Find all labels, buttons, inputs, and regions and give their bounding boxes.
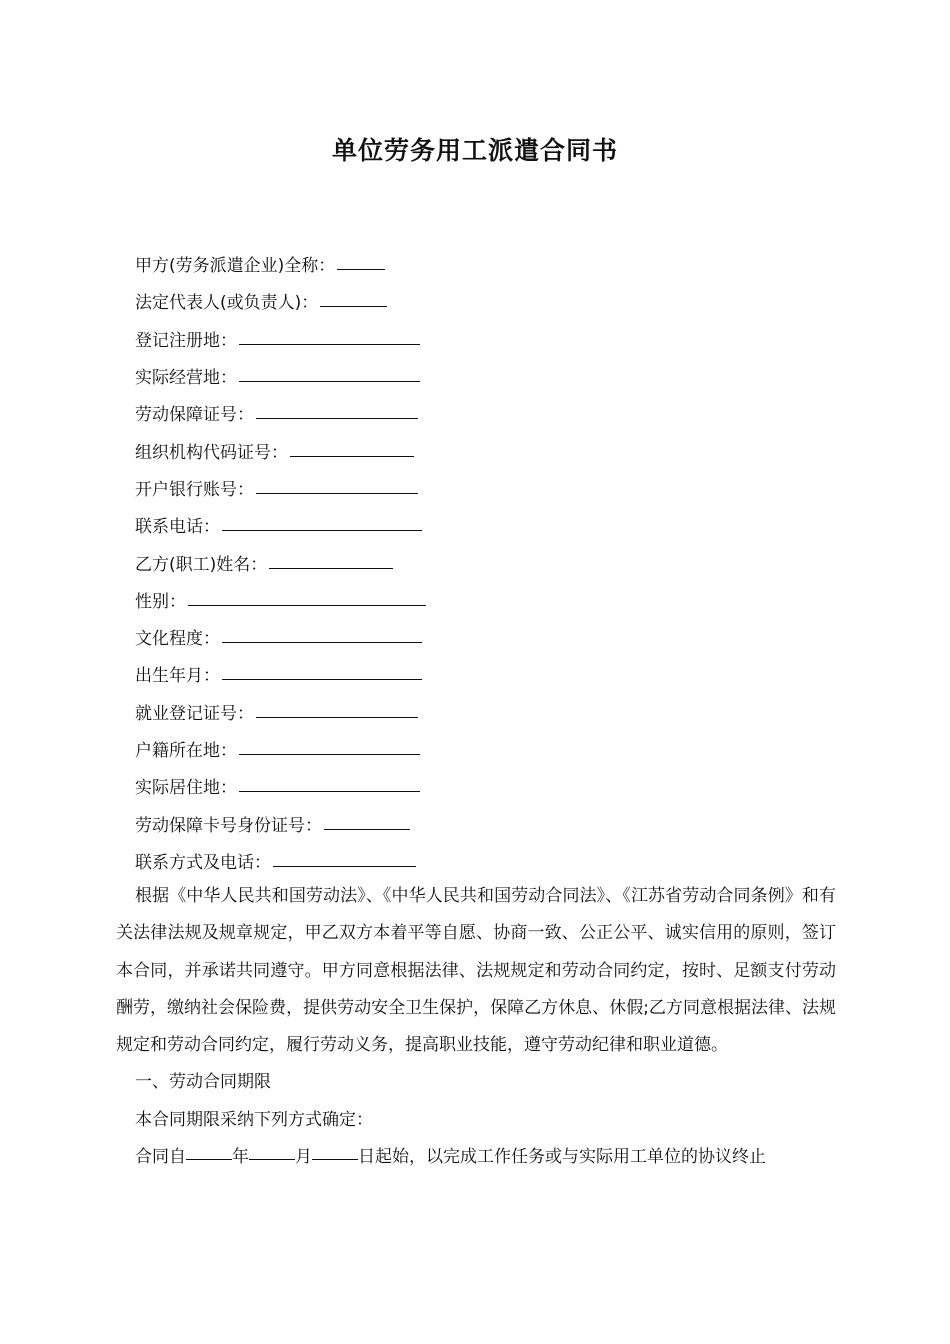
field-label: 甲方(劳务派遣企业)全称： xyxy=(135,256,336,277)
field-blank[interactable] xyxy=(269,552,393,569)
field-row xyxy=(135,543,455,580)
field-row xyxy=(135,320,455,357)
field-label: 户籍所在地： xyxy=(135,741,237,761)
field-blank[interactable] xyxy=(222,663,422,680)
year-blank[interactable] xyxy=(186,1143,232,1160)
field-label: 就业登记证号： xyxy=(135,703,254,724)
field-label: 联系方式及电话： xyxy=(135,852,271,873)
field-label: 文化程度： xyxy=(135,629,220,650)
field-blank[interactable] xyxy=(239,738,420,755)
field-label: 性别： xyxy=(135,591,186,612)
day-blank[interactable] xyxy=(312,1143,358,1160)
field-label: 开户银行账号： xyxy=(135,479,254,500)
field-row xyxy=(135,357,455,394)
month-blank[interactable] xyxy=(249,1143,295,1160)
field-label: 乙方(职工)姓名： xyxy=(135,554,268,575)
field-label: 劳动保障证号： xyxy=(135,405,254,426)
term-month-label: 月 xyxy=(295,1147,312,1168)
field-blank[interactable] xyxy=(256,701,418,718)
field-label: 劳动保障卡号身份证号： xyxy=(135,815,322,836)
contract-term-line xyxy=(116,1139,836,1176)
field-row xyxy=(135,655,455,692)
field-label: 出生年月： xyxy=(135,666,220,687)
field-label: 实际居住地： xyxy=(135,778,237,799)
field-blank[interactable] xyxy=(337,253,385,270)
field-row xyxy=(135,693,455,730)
field-blank[interactable] xyxy=(239,775,420,792)
field-label: 法定代表人(或负责人)： xyxy=(135,293,319,314)
intro-paragraph: 根据《中华人民共和国劳动法》、《中华人民共和国劳动合同法》、《江苏省劳动合同条例》和有关法律法规及规章规定，甲乙双方本着平等自愿、协商一致、公正公平、诚实信用的原则，签订本合同，并承诺共同遵守。甲方同意根据法律、法规规定和劳动合同约定，按时、足额支付劳动酬劳，缴纳社会保险费，提供劳动安全卫生保护，保障乙方休息、休假;乙方同意根据法律、法规规定和劳动合同约定，履行劳动义务，提高职业技能，遵守劳动纪律和职业道德。 xyxy=(116,886,836,1056)
section-intro: 本合同期限采纳下列方式确定： xyxy=(135,1109,373,1130)
contract-info-fields xyxy=(135,245,455,879)
field-blank[interactable] xyxy=(222,514,422,531)
field-row xyxy=(135,618,455,655)
field-row xyxy=(135,431,455,468)
field-blank[interactable] xyxy=(239,328,420,345)
field-blank[interactable] xyxy=(188,589,426,606)
term-year-label: 年 xyxy=(232,1147,249,1168)
contract-body xyxy=(116,878,836,1176)
field-row xyxy=(135,842,455,879)
field-blank[interactable] xyxy=(222,626,422,643)
term-prefix: 合同自 xyxy=(135,1147,186,1168)
field-blank[interactable] xyxy=(256,402,418,419)
field-row xyxy=(135,394,455,431)
field-row xyxy=(135,245,455,282)
field-row xyxy=(135,581,455,618)
document-title: 单位劳务用工派遣合同书 xyxy=(331,136,618,165)
field-row xyxy=(135,469,455,506)
field-blank[interactable] xyxy=(239,365,420,382)
field-label: 登记注册地： xyxy=(135,330,237,351)
field-label: 组织机构代码证号： xyxy=(135,442,288,463)
field-row xyxy=(135,804,455,841)
field-row xyxy=(135,730,455,767)
field-blank[interactable] xyxy=(256,477,418,494)
field-blank[interactable] xyxy=(320,290,387,307)
field-row xyxy=(135,506,455,543)
field-row xyxy=(135,282,455,319)
term-suffix: 日起始，以完成工作任务或与实际用工单位的协议终止 xyxy=(358,1147,766,1168)
field-row xyxy=(135,767,455,804)
field-blank[interactable] xyxy=(273,850,416,867)
field-blank[interactable] xyxy=(290,440,414,457)
field-label: 联系电话： xyxy=(135,517,220,538)
section-heading: 一、劳动合同期限 xyxy=(135,1072,271,1093)
field-label: 实际经营地： xyxy=(135,368,237,389)
field-blank[interactable] xyxy=(324,813,410,830)
